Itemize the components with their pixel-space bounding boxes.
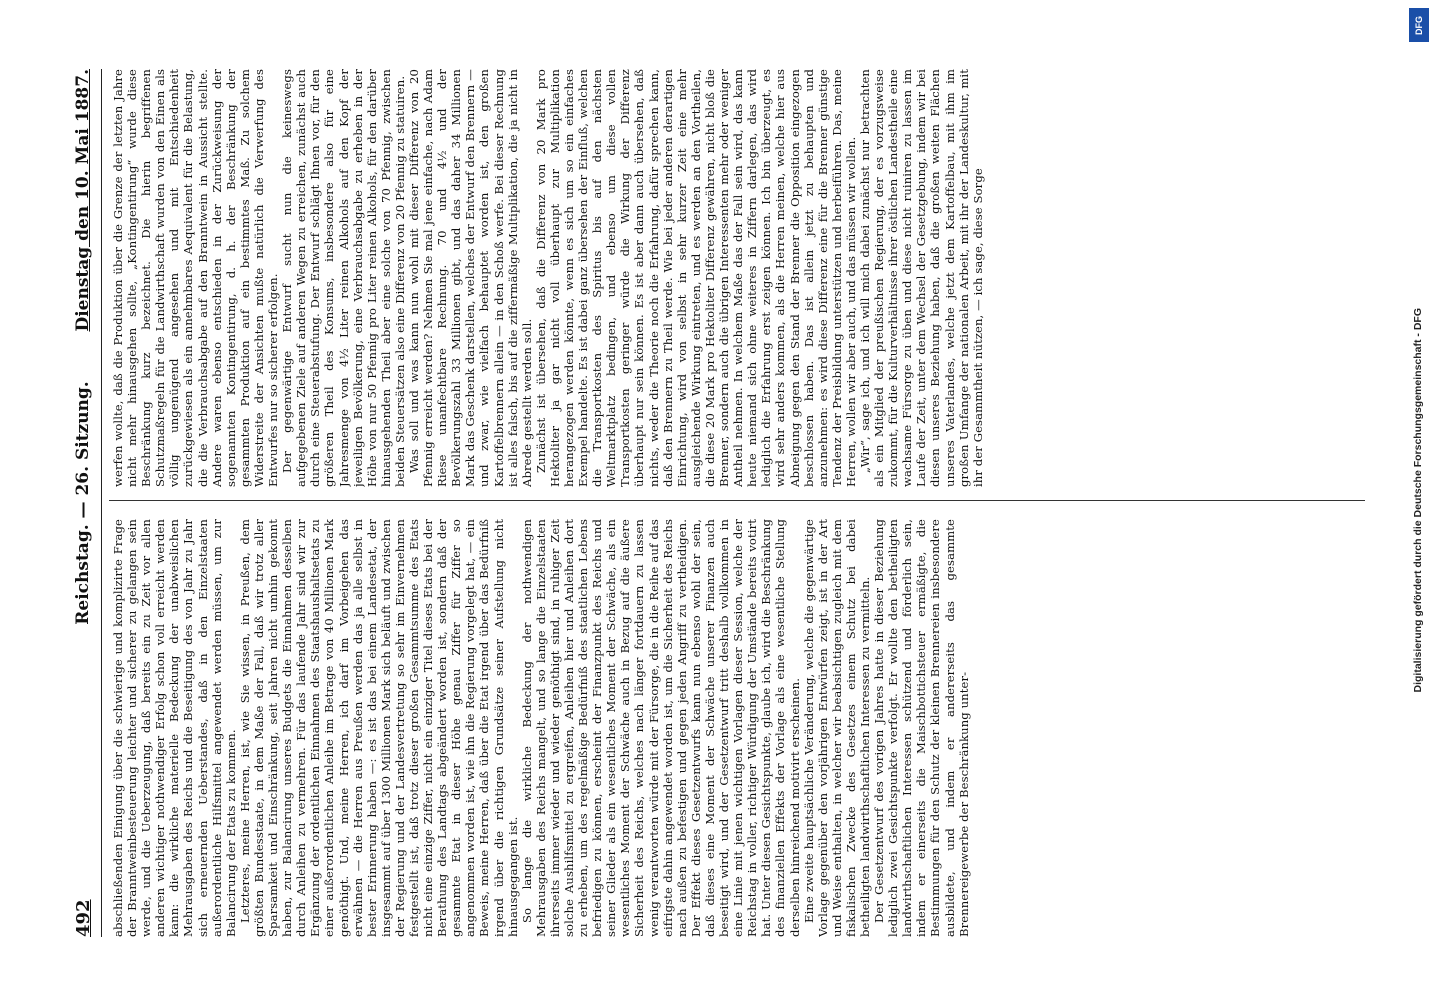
paragraph: Der Gesetzentwurf des vorigen Jahres hatte in dieser Beziehung lediglich zwei Gesichtspunkte verfolgt. Er wollte den betheiligten landwirthschaftlichen Interessen schützend und förderlich sein, indem er einerseits die Maischbottichsteuer ermäßigte, die Bestimmungen für den Schutz der kleinen Brennereien insbesondere ausbildete, und indem er andererseits das gesammte Brennereigewerbe der Beschränkung unter- bbox=[872, 519, 971, 937]
left-column bbox=[111, 519, 1365, 937]
paragraph: Was soll und was kann nun wohl mit dieser Differenz von 20 Pfennig erreicht werden? Nehmen Sie mal jene einfache, nach Adam Riese unanfechtbare Rechnung. 70 und 4½ und der Bevölkerungszahl 33 Millionen gibt, und das daher 34 Millionen Mark das Geschenk darstellen, welches der Entwurf den Brennern — und zwar, wie vielfach behauptet worden ist, den großen Kartoffelbrennern allein — in den Schoß werfe. Bei dieser Rechnung ist alles falsch, bis auf die ziffermäßige Multiplikation, die ja nicht in Abrede gestellt werden soll. bbox=[406, 69, 534, 487]
digitization-note bbox=[1406, 0, 1430, 1000]
session-date: Dienstag den 10. Mai 1887. bbox=[73, 69, 93, 332]
column-divider bbox=[109, 500, 1365, 501]
scanned-page bbox=[51, 35, 1381, 965]
paragraph: Der gegenwärtige Entwurf sucht nun die keineswegs aufgegebenen Ziele auf anderen Wegen zu erreichen, zunächst auch durch eine Steuerabstufung. Der Entwurf schlägt Ihnen vor, für den größeren Theil des Konsums, insbesondere also für eine Jahresmenge von 4½ Liter reinen Alkohols auf den Kopf der jeweiligen Bevölkerung, eine Verbrauchsabgabe zu erheben in der Höhe von nur 50 Pfennig pro Liter reinen Alkohols, für den darüber hinausgehenden Theil aber eine solche von 70 Pfennig, zwischen beiden Steuersätzen also eine Differenz von 20 Pfennig zu statuiren. bbox=[280, 69, 407, 487]
paragraph: werfen wollte, daß die Produktion über die Grenze der letzten Jahre nicht mehr hinausgehen sollte, „Kontingentirung“ wurde diese Beschränkung kurz bezeichnet. Die hierin begriffenen Schutzmaßregeln für die Landwirthschaft wurden von den Einen als völlig ungenügend angesehen und mit Entschiedenheit zurückgewiesen als ein annehmbares Aequivalent für die Belastung, die die Verbrauchsabgabe auf den Branntwein in Aussicht stellte. Andere waren ebenso entschieden in der Zurückweisung der sogenannten Kontingentirung, d. h. der Beschränkung der gesammten Produktion auf ein bestimmtes Maß. Zu solchem Widerstreite der Ansichten mußte natürlich die Verwerfung des Entwurfes nur so sicherer erfolgen. bbox=[111, 69, 281, 487]
paragraph: abschließenden Einigung über die schwierige und komplizirte Frage der Branntweinbesteuerung leichter und sicherer zu gelangen sein werde, und die Ueberzeugung, daß bereits ein zu Zeit vor allen anderen wichtiger nothwendiger Erfolg schon voll erreicht werden kann: die wirkliche materielle Bedeckung der unabweislichen Mehrausgaben des Reichs und die Beseitigung des von Jahr zu Jahr sich erneuernden Ueberstandes, daß in den Einzelstaaten außerordentliche Hilfsmittel angewendet werden müssen, um zur Balancirung der Etats zu kommen. bbox=[111, 519, 238, 937]
digitization-note-text: Digitalisierung gefördert durch die Deutsche Forschungsgemeinschaft - DFG bbox=[1412, 307, 1424, 693]
page-header bbox=[67, 69, 102, 937]
paragraph: So lange die wirkliche Bedeckung der nothwendigen Mehrausgaben des Reichs mangelt, und so lange die Einzelstaaten ihrerseits immer wieder und wieder genöthigt sind, in ruhiger Zeit solche Aushilfsmittel zu ergreifen, Anleihen hier und Anleihen dort zu erheben, um des regelmäßige Bedürfniß des staatlichen Lebens befriedigen zu können, erscheint der Finanzpunkt des Reichs und seiner Glieder als ein wesentliches Moment der Schwäche, als ein wesentliches Moment der Schwäche auch in Bezug auf die äußere Sicherheit des Reichs, welches nach länger fortdauern zu lassen wenig verantworten würde mit der Fürsorge, die in die Reihe auf das eifrigste dahin angewendet worden ist, um die Sicherheit des Reichs nach außen zu befestigen und gegen jeden Angriff zu vertheidigen. Der Effekt dieses Gesetzentwurfs kann nun ebenso wohl der sein, daß dieses eine Moment der Schwäche unserer Finanzen auch beseitigt wird, und der Gesetzentwurf tritt deshalb vollkommen in eine Linie mit jenen wichtigen Vorlagen dieser Session, welche der Reichstag in voller, richtiger Würdigung der Umstände bereits votirt hat. Unter diesen Gesichtspunkte, glaube ich, wird die Beschränkung des finanziellen Effekts der Vorlage als eine wesentliche Stellung derselben hinreichend motivirt erscheinen. bbox=[519, 519, 802, 937]
paragraph: Zunächst ist übersehen, daß die Differenz von 20 Mark pro Hektoliter ja gar nicht voll überhaupt zur Multiplikation herangezogen werden könnte, wenn es sich um so ein einfaches Exempel handelte. Es ist dabei ganz übersehen der Einfluß, welchen die Transportkosten des Spiritus bis auf den nächsten Weltmarktplatz bedingen, und ebenso um diese vollen Transportkosten geringer würde die Wirkung der Differenz überhaupt nur sein können. Es ist aber dann auch übersehen, daß nichts, weder die Theorie noch die Erfahrung, dafür sprechen kann, daß den Brennern zu Theil werde. Wie bei jeder anderen derartigen Einrichtung, wird von selbst in sehr kurzer Zeit eine mehr ausgleichende Wirkung eintreten, und es werden an den Vortheilen, die diese 20 Mark pro Hektoliter Differenz gewähren, nicht bloß die Brenner, sondern auch die übrigen Interessenten mehr oder weniger Antheil nehmen. In welchem Maße das der Fall sein wird, das kann heute niemand sich ohne weiteres in Ziffern darlegen, das wird lediglich die Erfahrung erst zeigen können. Ich bin überzeugt, es wird sehr anders kommen, als die Herren meinen, welche hier aus Abneigung gegen den Stand der Brenner die Opposition eingezogen beschlossen haben. Das ist allein jetzt zu behaupten und anzunehmen: es wird diese Differenz eine für die Brenner günstige Tendenz der Preisbildung unterstützen und herbeiführen. Das, meine Herren, wollen wir aber auch, und das müssen wir wollen. bbox=[533, 69, 858, 487]
paragraph: Letzteres, meine Herren, ist, wie Sie wissen, in Preußen, dem größten Bundesstaate, in dem Maße der Fall, daß wir trotz aller Sparsamkeit und Einschränkung, seit Jahren nicht umhin gekonnt haben, zur Balancirung unseres Budgets die Einnahmen desselben durch Anleihen zu vermehren. Für das laufende Jahr sind wir zur Ergänzung der ordentlichen Einnahmen des Staatshaushaltsetats zu einer außerordentlichen Anleihe im Betrage von 40 Millionen Mark genöthigt. Und, meine Herren, ich darf im Vorbeigehen das erwähnen — die Herren aus Preußen werden das ja alle selbst in bester Erinnerung haben —: es ist das bei einem Landesetat, der insgesammt auf über 1300 Millionen Mark sich beläuft und zwischen der Regierung und der Landesvertretung so sehr im Einvernehmen festgestellt ist, daß trotz dieser großen Gesammtsumme des Etats nicht eine einzige Ziffer, nicht ein einziger Titel dieses Etats bei der Berathung des Landtags abgeändert worden ist, sondern daß der gesammte Etat in dieser Höhe genau Ziffer für Ziffer so angenommen worden ist, wie ihn die Regierung vorgelegt hat, — ein Beweis, meine Herren, daß über die Etat irgend über das Bedürfniß irgend über die richtigen Grundsätze seiner Aufstellung nicht hinausgegangen ist. bbox=[237, 519, 520, 937]
session-title: Reichstag. — 26. Sitzung. bbox=[73, 381, 93, 625]
paragraph: Eine zweite hauptsächliche Veränderung, welche die gegenwärtige Vorlage gegenüber den vorjährigen Entwürfen zeigt, ist in der Art und Weise enthalten, in welcher wir beabsichtigen zugleich mit dem fiskalischen Zwecke des Gesetzes einem Schutz bei dabei betheiligten landwirthschaftlichen Interessen zu vermitteln. bbox=[801, 519, 872, 937]
paragraph: „Wir“, sage ich, und ich will mich dabei zunächst nur betrachten als ein Mitglied der preußischen Regierung, der es vorzugsweise zukommt, für die Kulturverhältnisse ihrer östlichen Landestheile eine wachsame Fürsorge zu üben und diese nicht ruiniren zu lassen im Laufe der Zeit, unter dem Wechsel der Gesetzgebung, indem wir bei diesen unseres Beziehung haben, daß die großen weiten Flächen unseres Vaterlandes, welche jetzt dem Kartoffelbau, mit ihm im großen Umfange der nationalen Arbeit, mit ihr der Landeskultur, mit ihr der Gesammtheit nützen, — ich sage, diese Sorge bbox=[857, 69, 985, 487]
right-column bbox=[111, 69, 1365, 487]
dfg-logo-text: DFG bbox=[1414, 15, 1424, 35]
page-number: 492 bbox=[73, 899, 94, 937]
